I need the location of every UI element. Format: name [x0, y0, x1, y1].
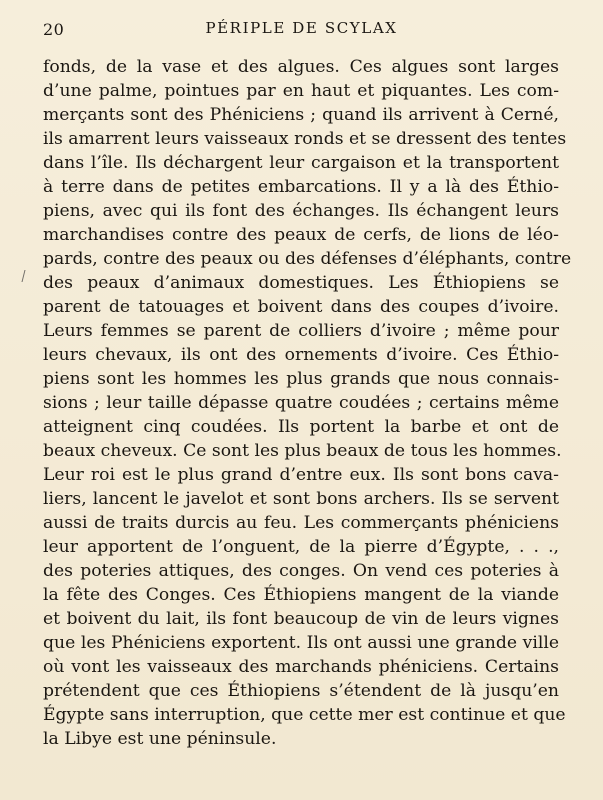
text-line: beaux cheveux. Ce sont les plus beaux de tous les hommes.: [43, 441, 562, 461]
text-line: fonds, de la vase et des algues. Ces algues sont larges: [43, 57, 559, 77]
margin-pencil-mark: [22, 270, 29, 282]
text-line: que les Phéniciens exportent. Ils ont aussi une grande ville: [43, 633, 559, 653]
text-line: atteignent cinq coudées. Ils portent la barbe et ont de: [43, 417, 559, 437]
text-line: Leurs femmes se parent de colliers d’ivoire ; même pour: [43, 321, 559, 341]
text-line: merçants sont des Phéniciens ; quand ils arrivent à Cerné,: [43, 105, 559, 125]
running-title: PÉRIPLE DE SCYLAX: [205, 19, 398, 37]
text-line: sions ; leur taille dépasse quatre coudées ; certains même: [43, 393, 559, 413]
text-line: Leur roi est le plus grand d’entre eux. Ils sont bons cava-: [43, 465, 559, 485]
text-line: Égypte sans interruption, que cette mer est continue et que: [43, 705, 566, 725]
text-line: ils amarrent leurs vaisseaux ronds et se dressent des tentes: [43, 129, 567, 149]
body-text: [43, 55, 572, 751]
page-number: 20: [43, 20, 65, 39]
text-line: leurs chevaux, ils ont des ornements d’ivoire. Ces Éthio-: [43, 345, 559, 365]
text-line: marchandises contre des peaux de cerfs, de lions de léo-: [43, 225, 559, 245]
text-line: leur apportent de l’onguent, de la pierre d’Égypte, . . .,: [43, 537, 559, 557]
text-line: d’une palme, pointues par en haut et piquantes. Les com-: [43, 81, 559, 101]
text-line: pards, contre des peaux ou des défenses d’éléphants, contre: [43, 249, 572, 269]
text-line: liers, lancent le javelot et sont bons archers. Ils se servent: [43, 489, 559, 509]
text-line: des peaux d’animaux domestiques. Les Éthiopiens se: [43, 273, 559, 293]
text-line: piens sont les hommes les plus grands que nous connais-: [43, 369, 559, 389]
text-line: à terre dans de petites embarcations. Il y a là des Éthio-: [43, 177, 559, 197]
text-line: où vont les vaisseaux des marchands phéniciens. Certains: [43, 657, 559, 677]
text-line: la fête des Conges. Ces Éthiopiens mangent de la viande: [43, 585, 559, 605]
text-line: prétendent que ces Éthiopiens s’étendent de là jusqu’en: [43, 681, 559, 701]
text-line: dans l’île. Ils déchargent leur cargaison et la transportent: [43, 153, 559, 173]
text-line: et boivent du lait, ils font beaucoup de vin de leurs vignes: [43, 609, 559, 629]
text-line: parent de tatouages et boivent dans des coupes d’ivoire.: [43, 297, 559, 317]
text-line: des poteries attiques, des conges. On vend ces poteries à: [43, 561, 559, 581]
text-line: piens, avec qui ils font des échanges. Ils échangent leurs: [43, 201, 559, 221]
text-line: aussi de traits durcis au feu. Les commerçants phéniciens: [43, 513, 559, 533]
text-line: la Libye est une péninsule.: [43, 729, 277, 749]
